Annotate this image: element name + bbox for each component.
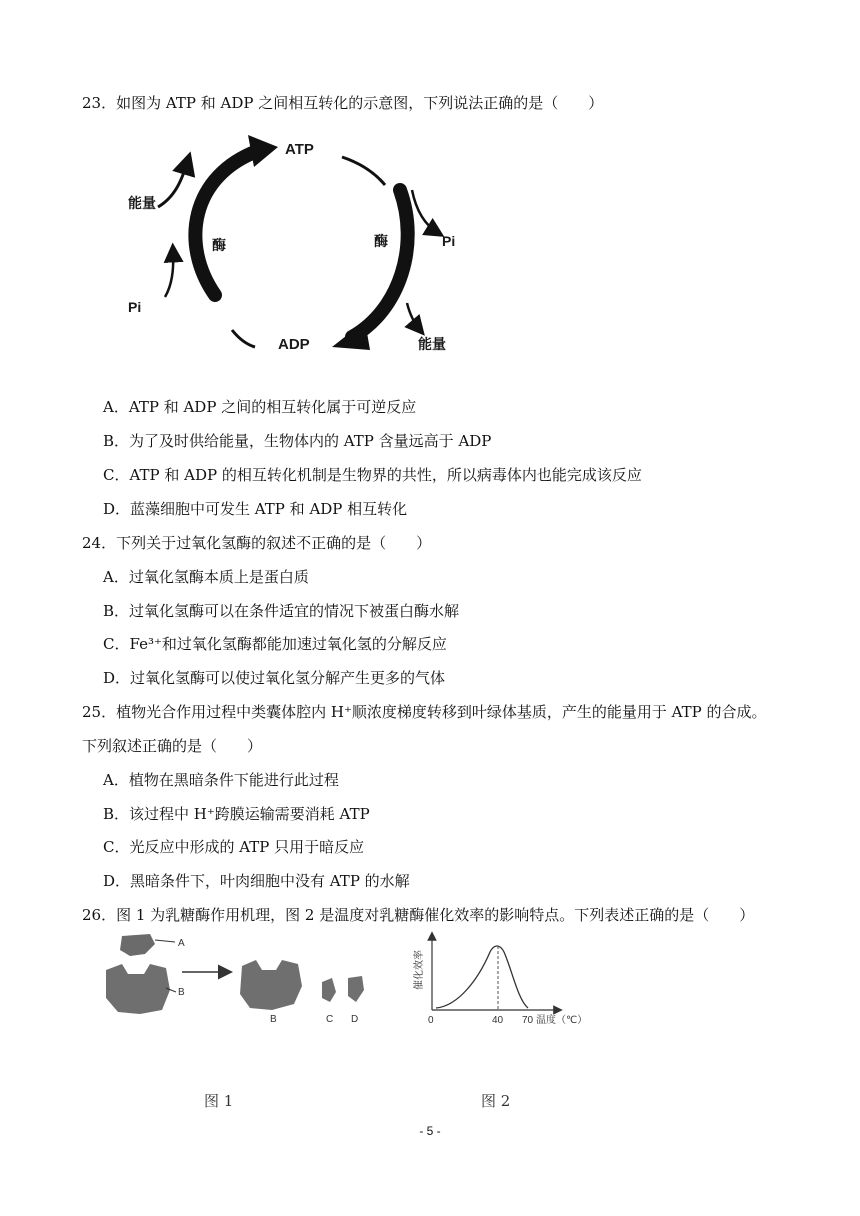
q23-stem: 23．如图为 ATP 和 ADP 之间相互转化的示意图，下列说法正确的是（ ） <box>82 94 604 112</box>
q24-option-b: B．过氧化氢酶可以在条件适宜的情况下被蛋白酶水解 <box>103 602 460 620</box>
q26-stem: 26．图 1 为乳糖酶作用机理，图 2 是温度对乳糖酶催化效率的影响特点。下列表述正确的是（ ） <box>82 906 755 924</box>
q24-option-c: C．Fe³⁺和过氧化氢酶都能加速过氧化氢的分解反应 <box>103 635 447 653</box>
q25-option-a: A．植物在黑暗条件下能进行此过程 <box>103 771 339 789</box>
q25-option-d: D．黑暗条件下，叶肉细胞中没有 ATP 的水解 <box>103 872 410 890</box>
page-number: - 5 - <box>419 1124 441 1138</box>
q25-option-c: C．光反应中形成的 ATP 只用于暗反应 <box>103 838 365 856</box>
q24-stem: 24．下列关于过氧化氢酶的叙述不正确的是（ ） <box>82 534 432 552</box>
enzyme-right-label: 酶 <box>374 233 388 249</box>
pi-right-label: Pi <box>442 233 456 249</box>
figure-1-caption: 图 1 <box>204 1092 234 1110</box>
q24-option-d: D．过氧化氢酶可以使过氧化氢分解产生更多的气体 <box>103 669 446 687</box>
x-tick-70: 70 <box>522 1015 534 1026</box>
product-d-shape <box>348 976 364 1002</box>
x-tick-40: 40 <box>492 1015 504 1026</box>
x-tick-0: 0 <box>428 1015 434 1026</box>
atp-label: ATP <box>285 141 314 158</box>
lactase-mechanism-figure <box>100 930 380 1025</box>
pi-out-arrow <box>412 190 438 233</box>
temperature-efficiency-figure <box>408 930 608 1030</box>
pi-in-arrow <box>165 250 173 297</box>
product-c-shape <box>322 978 336 1002</box>
synthesis-arrowhead <box>248 135 278 167</box>
label-b-right: B <box>270 1014 277 1025</box>
energy-left-label: 能量 <box>128 195 156 211</box>
q23-option-c: C．ATP 和 ADP 的相互转化机制是生物界的共性，所以病毒体内也能完成该反应 <box>103 466 642 484</box>
label-d: D <box>351 1014 359 1025</box>
enzyme-b-left-shape <box>106 964 170 1014</box>
energy-in-arrow <box>158 160 188 207</box>
q23-option-d: D．蓝藻细胞中可发生 ATP 和 ADP 相互转化 <box>103 500 408 518</box>
q24-option-a: A．过氧化氢酶本质上是蛋白质 <box>103 568 309 586</box>
efficiency-curve <box>436 946 528 1008</box>
q25-stem-line1: 25．植物光合作用过程中类囊体腔内 H⁺顺浓度梯度转移到叶绿体基质，产生的能量用于 ATP 的合成。 <box>82 703 767 721</box>
label-c: C <box>326 1014 334 1025</box>
label-a: A <box>178 938 185 949</box>
pi-left-label: Pi <box>128 299 142 315</box>
label-b-left: B <box>178 987 185 998</box>
synthesis-arc <box>195 150 260 295</box>
hydrolysis-arrowhead <box>332 321 370 350</box>
y-axis-label: 催化效率 <box>414 950 425 990</box>
energy-right-label: 能量 <box>418 336 446 352</box>
enzyme-left-label: 酶 <box>212 237 226 253</box>
adp-label: ADP <box>278 336 310 353</box>
hydrolysis-arc <box>352 190 408 337</box>
substrate-a-shape <box>120 934 155 956</box>
figure-2-caption: 图 2 <box>481 1092 511 1110</box>
atp-adp-cycle-diagram <box>120 125 480 360</box>
enzyme-b-right-shape <box>240 960 302 1010</box>
q25-stem-line2: 下列叙述正确的是（ ） <box>82 737 263 755</box>
q23-option-b: B．为了及时供给能量，生物体内的 ATP 含量远高于 ADP <box>103 432 492 450</box>
q25-option-b: B．该过程中 H⁺跨膜运输需要消耗 ATP <box>103 805 370 823</box>
x-axis-label: 温度（℃） <box>536 1015 588 1026</box>
q23-option-a: A．ATP 和 ADP 之间的相互转化属于可逆反应 <box>103 398 417 416</box>
energy-out-arrow <box>407 303 420 330</box>
